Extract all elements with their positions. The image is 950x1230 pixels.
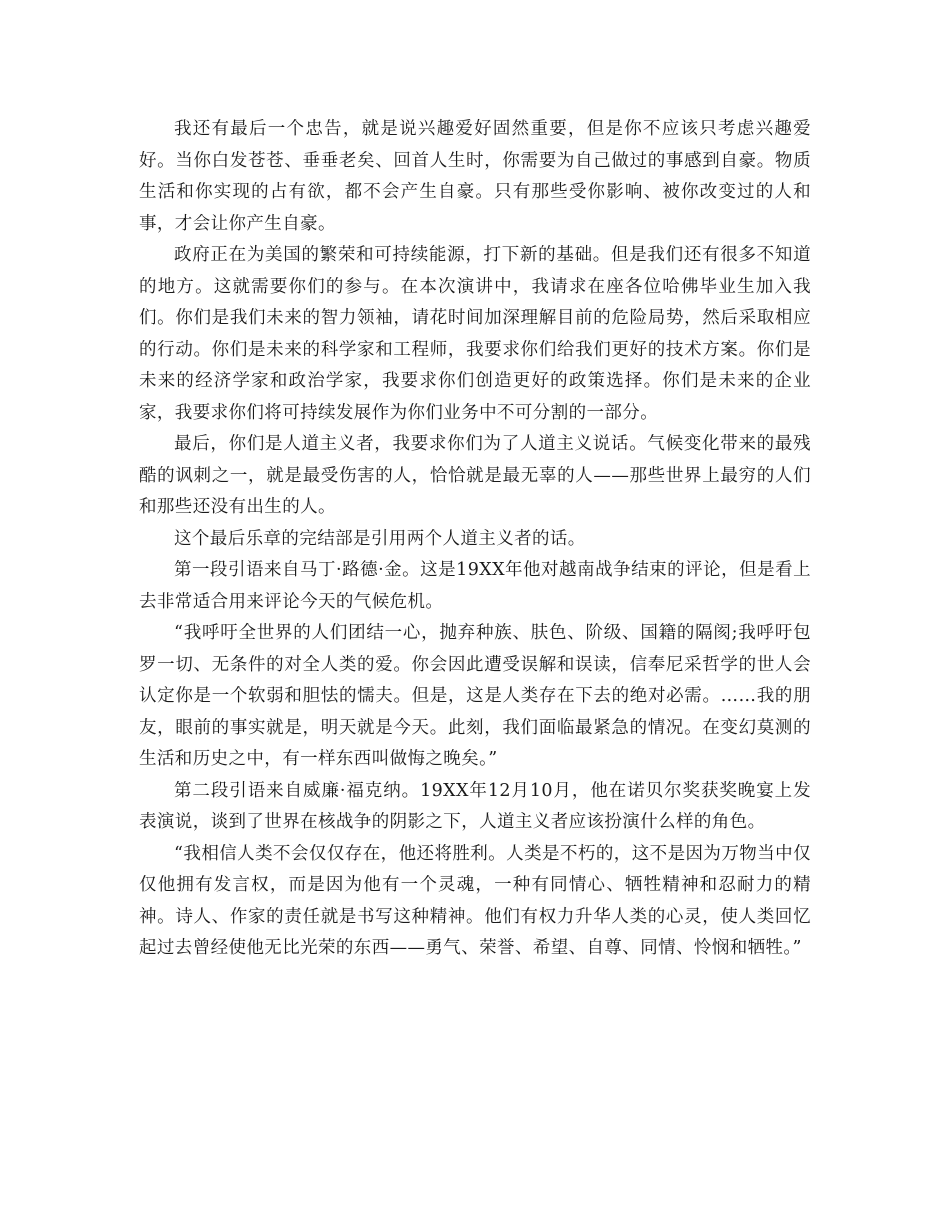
paragraph-faulkner-quote: “我相信人类不会仅仅存在，他还将胜利。人类是不朽的，这不是因为万物当中仅仅他拥有发言权，而是因为他有一个灵魂，一种有同情心、牺牲精神和忍耐力的精神。诗人、作家的责任就是书写这种精神。他们有权力升华人类的心灵，使人类回忆起过去曾经使他无比光荣的东西——勇气、荣誉、希望、自尊、同情、怜悯和牺牲。” bbox=[139, 843, 811, 958]
paragraph-finale-intro: 这个最后乐章的完结部是引用两个人道主义者的话。 bbox=[174, 528, 586, 549]
paragraph-king-quote: “我呼吁全世界的人们团结一心，抛弃种族、肤色、阶级、国籍的隔阂;我呼吁包罗一切、无条件的对全人类的爱。你会因此遭受误解和误读，信奉尼采哲学的世人会认定你是一个软弱和胆怯的懦夫。但是，这是人类存在下去的绝对必需。……我的朋友，眼前的事实就是，明天就是今天。此刻，我们面临最紧急的情况。在变幻莫测的生活和历史之中，有一样东西叫做悔之晚矣。” bbox=[139, 623, 811, 769]
paragraph-first-quote-intro: 第一段引语来自马丁·路德·金。这是19XX年他对越南战争结束的评论，但是看上去非常适合用来评论今天的气候危机。 bbox=[139, 560, 811, 612]
paragraph-humanitarian: 最后，你们是人道主义者，我要求你们为了人道主义说话。气候变化带来的最残酷的讽刺之一，就是最受伤害的人，恰恰就是最无辜的人——那些世界上最穷的人们和那些还没有出生的人。 bbox=[139, 434, 811, 517]
document-body bbox=[139, 114, 811, 965]
paragraph-advice: 我还有最后一个忠告，就是说兴趣爱好固然重要，但是你不应该只考虑兴趣爱好。当你白发苍苍、垂垂老矣、回首人生时，你需要为自己做过的事感到自豪。物质生活和你实现的占有欲，都不会产生自豪。只有那些受你影响、被你改变过的人和事，才会让你产生自豪。 bbox=[139, 119, 811, 234]
paragraph-second-quote-intro: 第二段引语来自威廉·福克纳。19XX年12月10月，他在诺贝尔奖获奖晚宴上发表演说，谈到了世界在核战争的阴影之下，人道主义者应该扮演什么样的角色。 bbox=[139, 780, 811, 832]
paragraph-government: 政府正在为美国的繁荣和可持续能源，打下新的基础。但是我们还有很多不知道的地方。这就需要你们的参与。在本次演讲中，我请求在座各位哈佛毕业生加入我们。你们是我们未来的智力领袖，请花时间加深理解目前的危险局势，然后采取相应的行动。你们是未来的科学家和工程师，我要求你们给我们更好的技术方案。你们是未来的经济学家和政治学家，我要求你们创造更好的政策选择。你们是未来的企业家，我要求你们将可持续发展作为你们业务中不可分割的一部分。 bbox=[139, 245, 811, 423]
